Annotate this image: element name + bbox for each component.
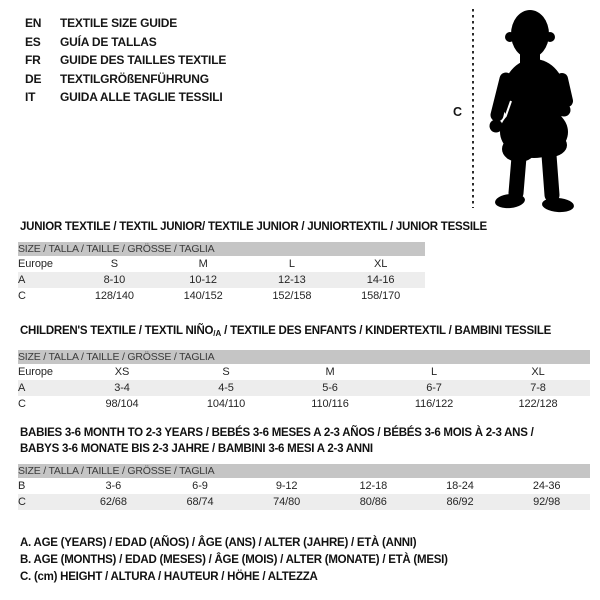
table-cell: 12-13 (248, 272, 337, 288)
row-label: C (18, 398, 26, 410)
junior-table-title: JUNIOR TEXTILE / TEXTIL JUNIOR/ TEXTILE JUNIOR / JUNIORTEXTIL / JUNIOR TESSILE (20, 221, 487, 233)
table-cell: 4-5 (174, 380, 278, 396)
table-cell: 128/140 (94, 290, 134, 302)
babies-table-title (20, 425, 534, 457)
table-cell: 3-6 (105, 480, 122, 492)
table-cell: L (430, 366, 438, 378)
children-size-table (18, 350, 590, 412)
table-cell: XL (373, 258, 388, 270)
language-title-list (25, 14, 226, 107)
height-measure-dotted-line (472, 9, 474, 208)
table-cell: 5-6 (278, 380, 382, 396)
table-cell: 158/170 (361, 290, 401, 302)
table-cell: S (222, 366, 230, 378)
table-cell: 3-4 (70, 380, 174, 396)
lang-row-de (25, 70, 226, 89)
table-cell: 6-7 (382, 380, 486, 396)
lang-title: GUÍA DE TALLAS (60, 34, 157, 49)
table-cell: 24-36 (532, 480, 561, 492)
row-label: Europe (18, 366, 53, 378)
babies-title-line1: BABIES 3-6 MONTH TO 2-3 YEARS / BEBÉS 3-6 MESES A 2-3 AÑOS / BÉBÉS 3-6 MOIS À 2-3 ANS / (20, 427, 534, 439)
table-cell: 12-18 (359, 480, 388, 492)
table-cell: 9-12 (275, 480, 298, 492)
table-cell: XL (531, 366, 545, 378)
size-header-bar: SIZE / TALLA / TAILLE / GRÖSSE / TAGLIA (18, 242, 425, 256)
table-cell: 62/68 (70, 494, 157, 510)
row-label: C (18, 290, 26, 302)
table-cell: 116/122 (414, 398, 454, 410)
table-cell: 6-9 (192, 480, 208, 492)
table-cell: 74/80 (243, 494, 330, 510)
row-label: A (18, 272, 70, 288)
lang-code: DE (25, 71, 42, 86)
babies-size-table (18, 464, 590, 510)
table-row-height (18, 494, 590, 510)
legend-line-c: C. (cm) HEIGHT / ALTURA / HAUTEUR / HÖHE / ALTEZZA (20, 571, 318, 583)
lang-title: GUIDE DES TAILLES TEXTILE (60, 53, 227, 68)
table-cell: 7-8 (486, 380, 590, 396)
lang-row-en (25, 14, 226, 33)
table-cell: 10-12 (159, 272, 248, 288)
table-cell: M (198, 258, 208, 270)
row-label: Europe (18, 258, 53, 270)
table-cell: M (325, 366, 335, 378)
table-cell: 80/86 (330, 494, 417, 510)
size-header-bar: SIZE / TALLA / TAILLE / GRÖSSE / TAGLIA (18, 464, 590, 478)
table-cell: 140/152 (183, 290, 223, 302)
table-row-height (18, 396, 590, 412)
table-cell: 92/98 (503, 494, 590, 510)
table-cell: 14-16 (336, 272, 425, 288)
children-title-sub: /A (213, 329, 222, 338)
lang-code: ES (25, 34, 41, 49)
row-label: B (18, 480, 26, 492)
table-cell: 98/104 (105, 398, 139, 410)
children-table-title (20, 323, 551, 342)
lang-code: IT (25, 90, 36, 105)
lang-title: TEXTILGRÖßENFÜHRUNG (60, 71, 209, 86)
height-measure-label: C (453, 105, 463, 119)
table-row-europe (18, 364, 590, 380)
table-cell: 152/158 (272, 290, 312, 302)
table-row-age (18, 380, 590, 396)
legend-line-b: B. AGE (MONTHS) / EDAD (MESES) / ÂGE (MOIS) / ALTER (MONATE) / ETÀ (MESI) (20, 554, 448, 566)
table-row-age (18, 272, 425, 288)
row-label: A (18, 380, 70, 396)
size-header-row (18, 350, 590, 364)
babies-title-line2: BABYS 3-6 MONATE BIS 2-3 JAHRE / BAMBINI 3-6 MESI A 2-3 ANNI (20, 443, 373, 455)
table-cell: S (110, 258, 118, 270)
lang-row-es (25, 33, 226, 52)
children-title-post: / TEXTILE DES ENFANTS / KINDERTEXTIL / BAMBINI TESSILE (221, 325, 552, 337)
row-label: C (18, 494, 70, 510)
lang-row-fr (25, 51, 226, 70)
lang-title: TEXTILE SIZE GUIDE (60, 16, 178, 31)
lang-title: GUIDA ALLE TAGLIE TESSILI (60, 90, 223, 105)
table-cell: 8-10 (70, 272, 159, 288)
table-cell: XS (114, 366, 130, 378)
table-cell: 122/128 (518, 398, 558, 410)
lang-row-it (25, 88, 226, 107)
table-cell: 110/116 (311, 398, 349, 410)
children-title-pre: CHILDREN'S TEXTILE / TEXTIL NIÑO (20, 325, 214, 337)
table-cell: 104/110 (206, 398, 246, 410)
legend-line-a: A. AGE (YEARS) / EDAD (AÑOS) / ÂGE (ANS) / ALTER (JAHRE) / ETÀ (ANNI) (20, 537, 417, 549)
table-row-height (18, 288, 425, 304)
lang-code: FR (25, 53, 41, 68)
junior-size-table (18, 242, 425, 304)
toddler-silhouette-icon (486, 5, 600, 215)
table-cell: L (288, 258, 295, 270)
lang-code: EN (25, 16, 42, 31)
table-row-europe (18, 256, 425, 272)
size-header-bar: SIZE / TALLA / TAILLE / GRÖSSE / TAGLIA (18, 350, 590, 364)
table-cell: 18-24 (446, 480, 474, 492)
legend (20, 535, 448, 586)
size-header-row (18, 242, 425, 256)
size-header-row (18, 464, 590, 478)
table-row-months (18, 478, 590, 494)
table-cell: 86/92 (417, 494, 504, 510)
table-cell: 68/74 (157, 494, 244, 510)
